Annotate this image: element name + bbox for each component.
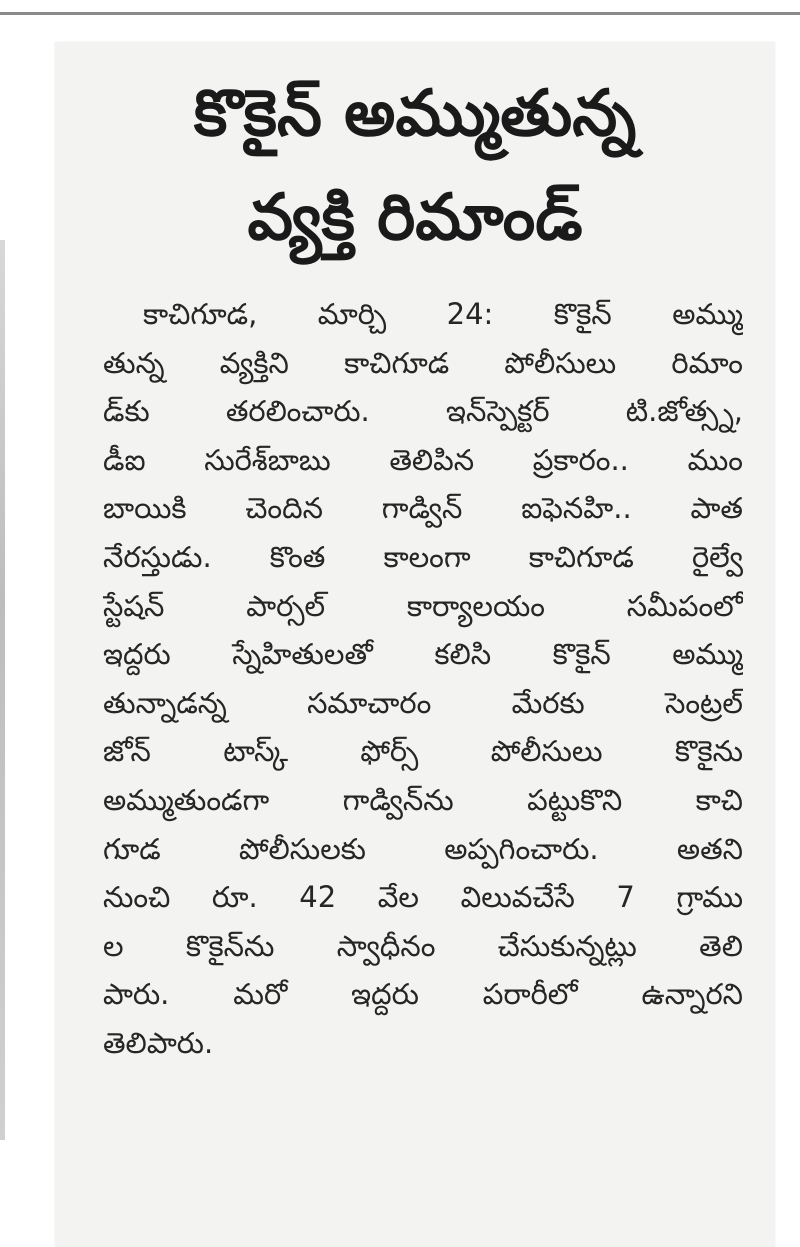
article-body	[103, 290, 743, 1068]
top-divider	[0, 12, 800, 15]
newspaper-clipping	[55, 42, 775, 1247]
headline-line-1: కొకైన్ అమ్ముతున్న	[193, 77, 637, 151]
adjacent-page-edge	[0, 240, 5, 1140]
body-line: నేరస్తుడు. కొంత కాలంగా కాచిగూడ రైల్వే	[103, 539, 743, 574]
body-line: గూడ పోలీసులకు అప్పగించారు. అతని	[103, 831, 743, 866]
body-line: ఇద్దరు స్నేహితులతో కలిసి కొకైన్ అమ్ము	[103, 637, 743, 672]
body-line: స్టేషన్ పార్సల్ కార్యాలయం సమీపంలో	[103, 588, 743, 623]
body-line: కాచిగూడ, మార్చి 24: కొకైన్ అమ్ము	[143, 297, 743, 331]
body-line: తున్నాడన్న సమాచారం మేరకు సెంట్రల్	[103, 685, 743, 720]
body-line: అమ్ముతుండగా గాడ్విన్‌ను పట్టుకొని కాచి	[103, 782, 743, 817]
article-headline	[55, 62, 775, 270]
body-line: డీఐ సురేశ్‌బాబు తెలిపిన ప్రకారం.. ముం	[103, 442, 743, 477]
body-line: తున్న వ్యక్తిని కాచిగూడ పోలీసులు రిమాం	[103, 345, 743, 380]
body-line: నుంచి రూ. 42 వేల విలువచేసే 7 గ్రాము	[103, 880, 743, 915]
body-line: తెలిపారు.	[103, 1025, 214, 1060]
body-line: బాయికి చెందిన గాడ్విన్ ఐఫెనహి.. పాత	[103, 491, 743, 526]
body-line: ల కొకైన్‌ను స్వాధీనం చేసుకున్నట్లు తెలి	[103, 928, 743, 963]
body-line: డ్‌కు తరలించారు. ఇన్‌స్పెక్టర్ టి.జోత్స్న,	[103, 394, 743, 429]
headline-line-2: వ్యక్తి రిమాండ్	[247, 181, 583, 255]
body-line: పారు. మరో ఇద్దరు పరారీలో ఉన్నారని	[103, 977, 743, 1012]
body-line: జోన్ టాస్క్ ఫోర్స్ పోలీసులు కొకైను	[103, 734, 743, 769]
